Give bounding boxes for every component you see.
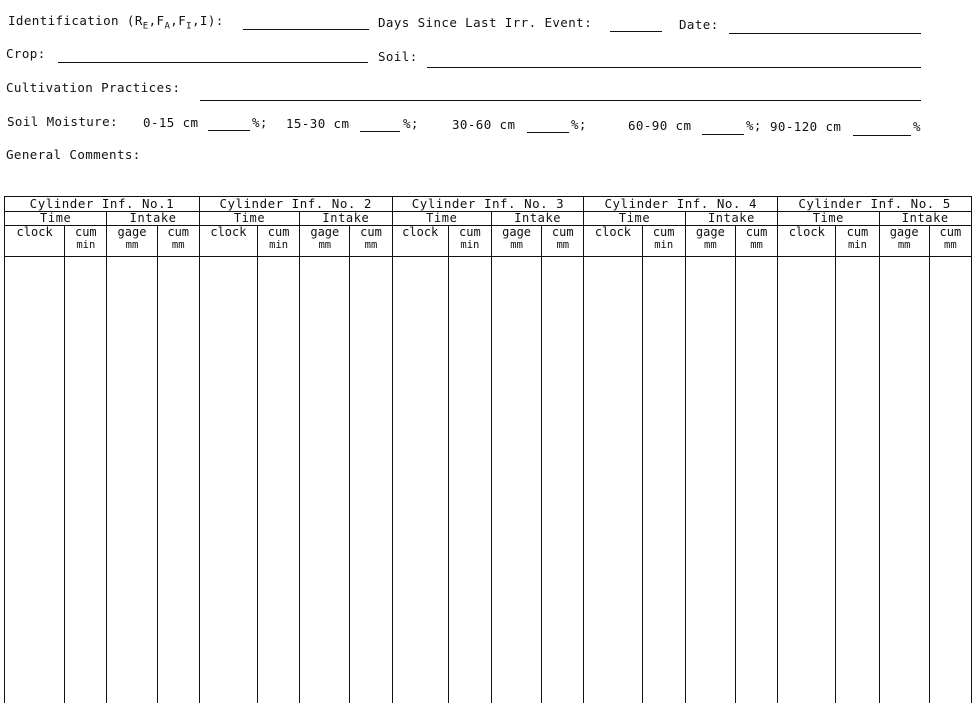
cylinder-5-col-gage-mm — [879, 226, 929, 257]
moisture-field-3[interactable] — [527, 132, 569, 133]
cylinder-4-col-cum-min — [642, 226, 685, 257]
col-unit: mm — [704, 239, 717, 251]
days-label: Days Since Last Irr. Event: — [378, 15, 592, 30]
moisture-range-4: 60-90 cm — [628, 118, 692, 133]
cylinder-1-entry-clock[interactable] — [5, 257, 65, 704]
col-unit: mm — [364, 239, 378, 251]
identification-label — [8, 13, 224, 32]
cylinder-1-col-clock — [5, 226, 65, 257]
sub-e: E — [142, 21, 149, 32]
date-label: Date: — [679, 17, 719, 32]
cylinder-2-entry-cum-mm[interactable] — [350, 257, 392, 704]
cylinder-4-entry-clock[interactable] — [584, 257, 642, 704]
cylinder-3-entry-cum-mm[interactable] — [542, 257, 584, 704]
moisture-range-1: 0-15 cm — [143, 115, 199, 130]
cylinder-2-entry-gage-mm[interactable] — [300, 257, 350, 704]
cylinder-3-col-cum-min — [448, 226, 491, 257]
col-unit: mm — [750, 239, 763, 251]
col-label: cum — [267, 225, 290, 239]
cylinder-5-entry-gage-mm[interactable] — [879, 257, 929, 704]
cylinder-4-entry-cum-mm[interactable] — [735, 257, 777, 704]
col-unit: mm — [125, 239, 139, 251]
cylinder-4-col-cum-mm — [735, 226, 777, 257]
cylinder-1-entry-cum-min[interactable] — [65, 257, 107, 704]
cylinder-2-time-header: Time — [199, 212, 299, 226]
col-unit: mm — [897, 239, 911, 251]
col-label: gage — [889, 225, 919, 239]
cylinder-1-col-cum-mm — [157, 226, 199, 257]
cylinder-1-time-header: Time — [5, 212, 107, 226]
cylinder-1-col-cum-min — [65, 226, 107, 257]
percent-5: % — [913, 119, 921, 134]
days-field[interactable] — [610, 31, 662, 32]
col-label: gage — [502, 225, 532, 239]
cylinder-2-col-clock — [199, 226, 257, 257]
col-label: cum — [167, 225, 190, 239]
soil-field[interactable] — [427, 67, 921, 68]
col-label: cum — [652, 225, 675, 239]
cylinder-5-col-cum-min — [836, 226, 879, 257]
cylinder-5-entry-clock[interactable] — [778, 257, 836, 704]
col-label: clock — [788, 225, 825, 239]
cylinder-4-time-header: Time — [584, 212, 685, 226]
cultivation-field[interactable] — [200, 100, 921, 101]
moisture-range-5: 90-120 cm — [770, 119, 842, 134]
percent-3: %; — [571, 117, 587, 132]
cylinder-5-col-cum-mm — [929, 226, 971, 257]
cultivation-label: Cultivation Practices: — [6, 80, 181, 95]
cylinder-4-title: Cylinder Inf. No. 4 — [584, 197, 778, 212]
cylinder-5-title: Cylinder Inf. No. 5 — [778, 197, 972, 212]
soil-label: Soil: — [378, 49, 418, 64]
date-field[interactable] — [729, 33, 921, 34]
moisture-field-2[interactable] — [360, 131, 400, 132]
percent-4: %; — [746, 118, 762, 133]
col-unit: mm — [556, 239, 570, 251]
cylinder-1-title: Cylinder Inf. No.1 — [5, 197, 200, 212]
col-label: gage — [310, 225, 340, 239]
paren-open: (R — [126, 13, 143, 28]
col-label: cum — [459, 225, 481, 239]
col-label: cum — [745, 225, 768, 239]
cylinder-3-title: Cylinder Inf. No. 3 — [392, 197, 584, 212]
infiltration-table — [4, 196, 972, 716]
sub-i: I — [186, 21, 192, 32]
col-label: cum — [74, 225, 97, 239]
comments-label: General Comments: — [6, 147, 141, 162]
cylinder-1-entry-cum-mm[interactable] — [157, 257, 199, 704]
paren-close: ,I): — [191, 13, 224, 28]
col-label: cum — [846, 225, 869, 239]
cylinder-1-entry-gage-mm[interactable] — [107, 257, 157, 704]
col-label: cum — [939, 225, 962, 239]
cylinder-2-entry-cum-min[interactable] — [258, 257, 300, 704]
cylinder-5-entry-cum-mm[interactable] — [929, 257, 971, 704]
moisture-field-4[interactable] — [702, 134, 744, 135]
cylinder-3-col-gage-mm — [491, 226, 541, 257]
cylinder-5-intake-header: Intake — [879, 212, 971, 226]
col-label: clock — [16, 225, 53, 239]
col-unit: min — [269, 239, 289, 251]
col-label: gage — [117, 225, 147, 239]
moisture-field-5[interactable] — [853, 135, 911, 136]
col-label: clock — [210, 225, 247, 239]
cylinder-2-entry-clock[interactable] — [199, 257, 257, 704]
cylinder-3-intake-header: Intake — [491, 212, 583, 226]
moisture-label: Soil Moisture: — [7, 114, 118, 129]
cylinder-4-intake-header: Intake — [685, 212, 777, 226]
moisture-field-1[interactable] — [208, 130, 250, 131]
cylinder-1-intake-header: Intake — [107, 212, 199, 226]
percent-2: %; — [403, 116, 419, 131]
cylinder-5-entry-cum-min[interactable] — [836, 257, 879, 704]
col-unit: mm — [318, 239, 332, 251]
col-label: clock — [594, 225, 632, 239]
cylinder-3-entry-gage-mm[interactable] — [491, 257, 541, 704]
cylinder-2-col-cum-mm — [350, 226, 392, 257]
cylinder-4-col-clock — [584, 226, 642, 257]
cylinder-2-intake-header: Intake — [300, 212, 392, 226]
col-label: gage — [695, 225, 725, 239]
crop-field[interactable] — [58, 62, 368, 63]
col-label: cum — [360, 225, 382, 239]
cylinder-2-col-cum-min — [258, 226, 300, 257]
fi-prefix: ,F — [170, 13, 187, 28]
moisture-range-3: 30-60 cm — [452, 117, 516, 132]
cylinder-4-col-gage-mm — [685, 226, 735, 257]
col-unit: mm — [510, 239, 523, 251]
cylinder-3-col-clock — [392, 226, 448, 257]
cylinder-1-col-gage-mm — [107, 226, 157, 257]
col-unit: min — [847, 239, 867, 251]
cylinder-3-entry-clock[interactable] — [392, 257, 448, 704]
col-unit: mm — [171, 239, 185, 251]
identification-field[interactable] — [243, 29, 369, 30]
col-label: clock — [402, 225, 439, 239]
col-unit: min — [76, 239, 96, 251]
col-unit: mm — [944, 239, 957, 251]
cylinder-5-time-header: Time — [778, 212, 879, 226]
percent-1: %; — [252, 115, 268, 130]
cylinder-5-col-clock — [778, 226, 836, 257]
col-unit: min — [460, 239, 480, 251]
cylinder-3-entry-cum-min[interactable] — [448, 257, 491, 704]
crop-label: Crop: — [6, 46, 46, 61]
cylinder-3-col-cum-mm — [542, 226, 584, 257]
identification-text: Identification — [8, 13, 119, 28]
cylinder-3-time-header: Time — [392, 212, 491, 226]
cylinder-2-col-gage-mm — [300, 226, 350, 257]
col-label: cum — [551, 225, 574, 239]
cylinder-2-title: Cylinder Inf. No. 2 — [199, 197, 392, 212]
sub-a: A — [164, 21, 171, 32]
fa-prefix: ,F — [148, 13, 165, 28]
moisture-range-2: 15-30 cm — [286, 116, 350, 131]
col-unit: min — [654, 239, 674, 251]
form-header — [0, 0, 978, 170]
cylinder-4-entry-gage-mm[interactable] — [685, 257, 735, 704]
cylinder-4-entry-cum-min[interactable] — [642, 257, 685, 704]
